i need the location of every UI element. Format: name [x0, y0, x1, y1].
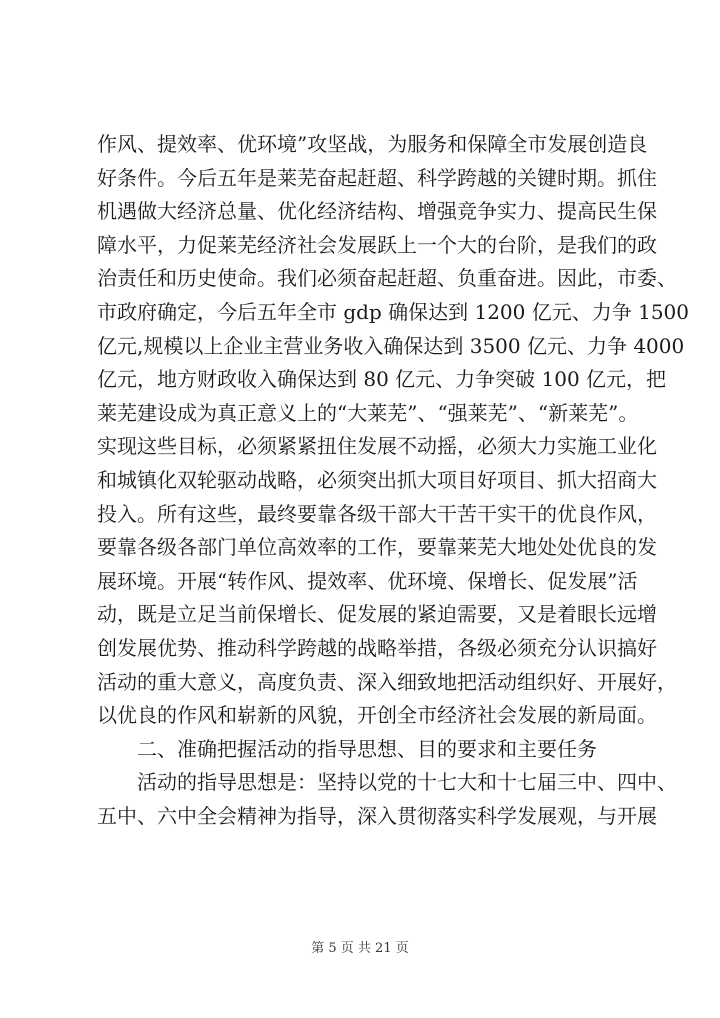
- text-line: 展环境。开展“转作风、提效率、优环境、保增长、促发展”活: [97, 568, 638, 593]
- text-line: 活动的重大意义，高度负责、深入细致地把活动组织好、开展好，: [97, 669, 677, 694]
- text-line: 投入。所有这些，最终要靠各级干部大干苦干实干的优良作风，: [97, 501, 657, 526]
- text-line: 障水平，力促莱芜经济社会发展跃上一个大的台阶，是我们的政: [97, 232, 657, 257]
- text-line: 亿元，地方财政收入确保达到 80 亿元、力争突破 100 亿元，把: [97, 367, 667, 392]
- text-line: 作风、提效率、优环境”攻坚战，为服务和保障全市发展创造良: [97, 132, 648, 156]
- text-line: 好条件。今后五年是莱芜奋起赶超、科学跨越的关键时期。抓住: [97, 165, 657, 190]
- text-line: 五中、六中全会精神为指导，深入贯彻落实科学发展观，与开展: [97, 803, 657, 828]
- text-line: 动，既是立足当前保增长、促发展的紧迫需要，又是着眼长远增: [97, 602, 657, 627]
- text-line: 实现这些目标，必须紧紧扭住发展不动摇，必须大力实施工业化: [97, 434, 657, 459]
- text-line: 创发展优势、推动科学跨越的战略举措，各级必须充分认识搞好: [97, 635, 657, 660]
- text-line: 亿元,规模以上企业主营业务收入确保达到 3500 亿元、力争 4000: [97, 333, 685, 358]
- text-line: 治责任和历史使命。我们必须奋起赶超、负重奋进。因此，市委、: [97, 266, 677, 291]
- text-line: 和城镇化双轮驱动战略，必须突出抓大项目好项目、抓大招商大: [97, 467, 657, 492]
- text-line: 市政府确定，今后五年全市 gdp 确保达到 1200 亿元、力争 1500: [97, 299, 689, 324]
- text-line: 要靠各级各部门单位高效率的工作，要靠莱芜大地处处优良的发: [97, 535, 657, 560]
- document-body: [97, 128, 689, 833]
- section-heading: 二、准确把握活动的指导思想、目的要求和主要任务: [137, 736, 597, 761]
- text-line: 机遇做大经济总量、优化经济结构、增强竞争实力、提高民生保: [97, 199, 657, 224]
- text-line: 莱芜建设成为真正意义上的“大莱芜”、“强莱芜”、“新莱芜”。: [97, 400, 639, 425]
- text-line: 以优良的作风和崭新的风貌，开创全市经济社会发展的新局面。: [97, 703, 657, 728]
- text-line: 活动的指导思想是：坚持以党的十七大和十七届三中、四中、: [137, 770, 677, 795]
- page-number-footer: 第 5 页 共 21 页: [311, 941, 409, 956]
